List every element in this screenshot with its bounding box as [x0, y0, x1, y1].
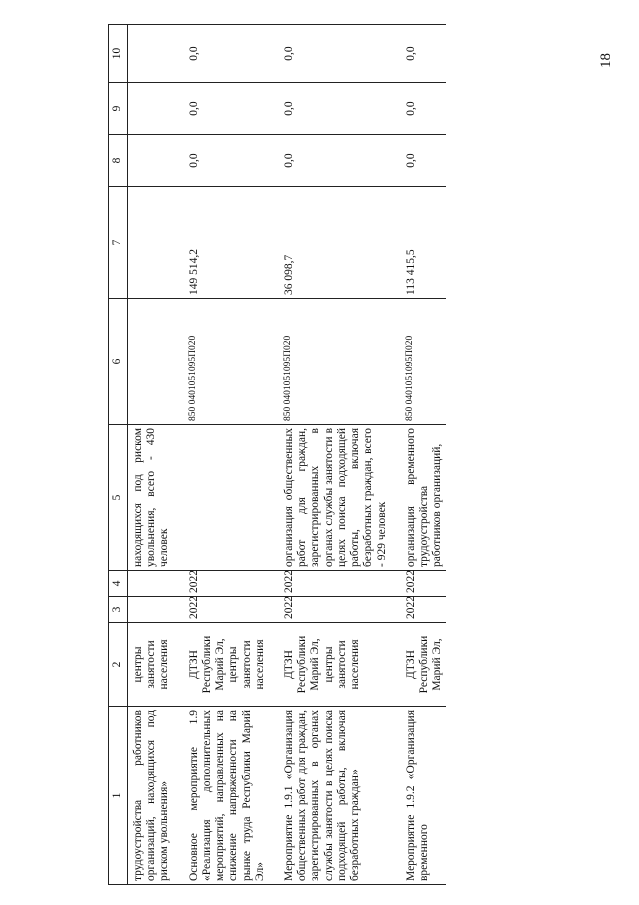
table-row: [128, 25, 174, 885]
col-header-10: 10: [109, 25, 128, 83]
cell-amount: 36 098,7: [269, 187, 391, 299]
cell-activity: трудоустройства работников организаций, находящихся под риском увольнения»: [128, 707, 174, 885]
cell-executor: ДТЗН Республики Марий Эл, центры занятости населения: [174, 623, 269, 707]
cell-start-year: 2022: [391, 597, 447, 623]
cell-start-year: 2022: [269, 597, 391, 623]
cell-col9: 0,0: [174, 83, 269, 135]
col-header-4: 4: [109, 571, 128, 597]
cell-activity: Мероприятие 1.9.2 «Организация временного: [391, 707, 447, 885]
cell-amount: 113 415,5: [391, 187, 447, 299]
cell-amount: [128, 187, 174, 299]
cell-col9: [128, 83, 174, 135]
cell-end-year: [128, 571, 174, 597]
cell-end-year: 2022: [391, 571, 447, 597]
cell-result: [174, 425, 269, 571]
table-row: [391, 25, 447, 885]
col-header-6: 6: [109, 299, 128, 425]
cell-col10: [128, 25, 174, 83]
col-header-5: 5: [109, 425, 128, 571]
cell-budget-code: 850 0401051095П020: [269, 299, 391, 425]
col-header-2: 2: [109, 623, 128, 707]
col-header-8: 8: [109, 135, 128, 187]
cell-result: организация общественных работ для граждан, зарегистрированных в органах службы занятости в целях поиска подходящей работы, включая безработных граждан, всего - 929 человек: [269, 425, 391, 571]
col-header-7: 7: [109, 187, 128, 299]
cell-col9: 0,0: [391, 83, 447, 135]
cell-col10: 0,0: [174, 25, 269, 83]
cell-end-year: 2022: [269, 571, 391, 597]
cell-col8: 0,0: [391, 135, 447, 187]
cell-result: организация временного трудоустройства работников организаций,: [391, 425, 447, 571]
cell-col10: 0,0: [391, 25, 447, 83]
cell-col10: 0,0: [269, 25, 391, 83]
cell-col9: 0,0: [269, 83, 391, 135]
col-header-9: 9: [109, 83, 128, 135]
cell-budget-code: [128, 299, 174, 425]
page-number: 18: [598, 53, 614, 68]
cell-end-year: 2022: [174, 571, 269, 597]
cell-amount: 149 514,2: [174, 187, 269, 299]
cell-start-year: [128, 597, 174, 623]
cell-col8: 0,0: [269, 135, 391, 187]
header-row: [109, 25, 128, 885]
cell-budget-code: 850 0401051095П020: [391, 299, 447, 425]
col-header-1: 1: [109, 707, 128, 885]
cell-col8: [128, 135, 174, 187]
cell-executor: ДТЗН Республики Марий Эл, центры занятости населения: [269, 623, 391, 707]
table-row: [174, 25, 269, 885]
cell-executor: ДТЗН Республики Марий Эл,: [391, 623, 447, 707]
table-row: [269, 25, 391, 885]
cell-executor: центры занятости населения: [128, 623, 174, 707]
cell-activity: Основное мероприятие 1.9 «Реализация дополнительных мероприятий, направленных на снижение напряженности на рынке труда Республики Марий Эл»: [174, 707, 269, 885]
cell-budget-code: 850 0401051095П020: [174, 299, 269, 425]
cell-col8: 0,0: [174, 135, 269, 187]
col-header-3: 3: [109, 597, 128, 623]
rotated-table-wrapper: [108, 25, 628, 885]
cell-activity: Мероприятие 1.9.1 «Организация общественных работ для граждан, зарегистрированных в органах службы занятости в целях поиска подходящей работы, включая безработных граждан»: [269, 707, 391, 885]
cell-start-year: 2022: [174, 597, 269, 623]
activities-table: [108, 24, 446, 885]
cell-result: находящихся под риском увольнения, всего - 430 человек: [128, 425, 174, 571]
